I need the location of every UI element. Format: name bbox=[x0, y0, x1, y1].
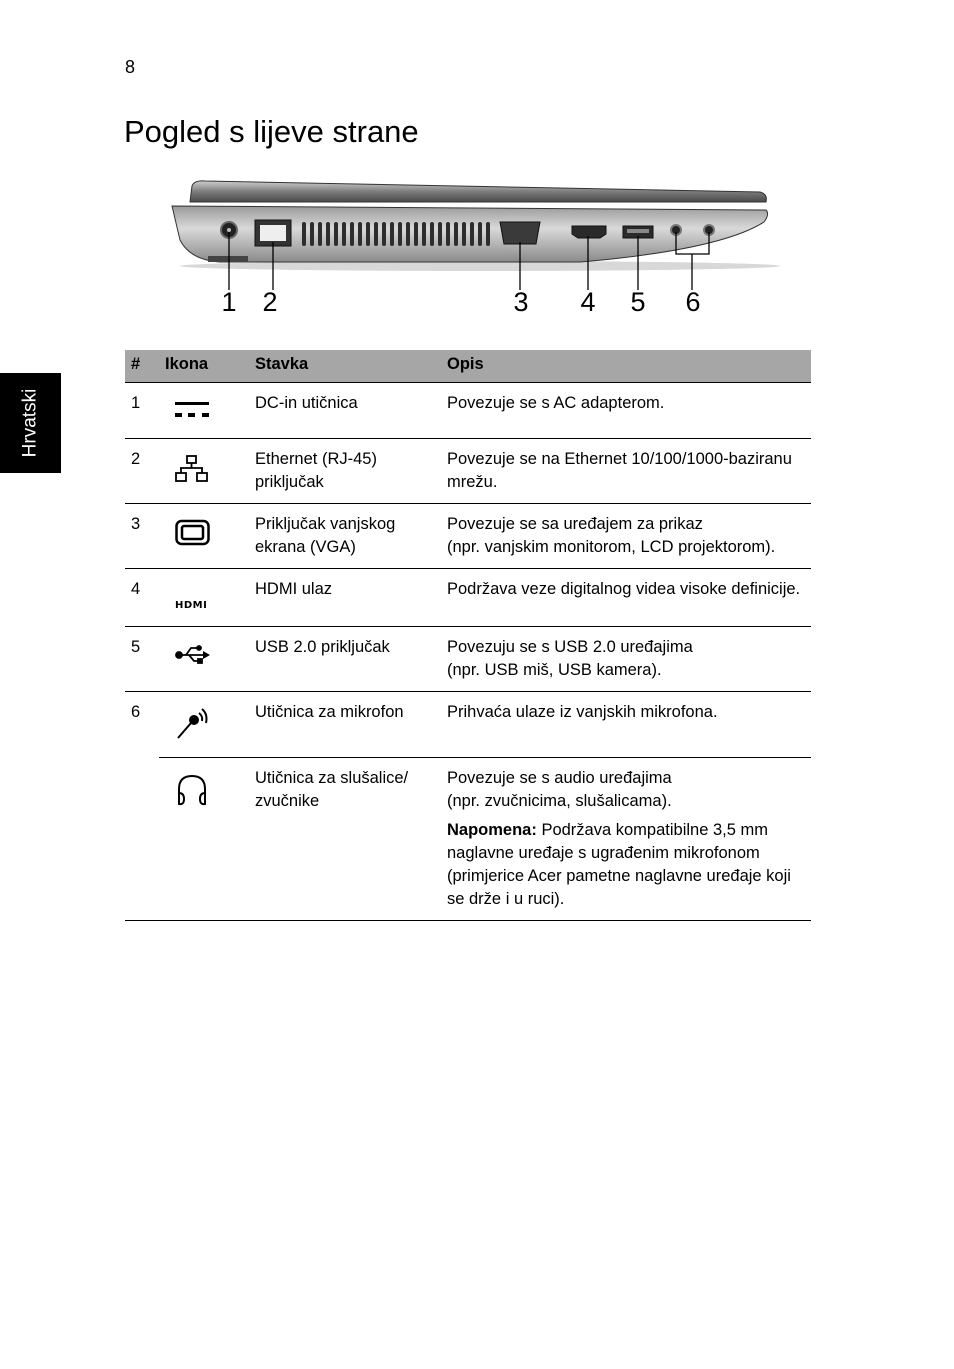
header-num: # bbox=[125, 350, 159, 383]
row-num: 6 bbox=[131, 703, 141, 721]
callout-5: 5 bbox=[630, 287, 646, 317]
hdmi-icon bbox=[175, 592, 207, 617]
laptop-illustration bbox=[160, 170, 780, 300]
row-desc-example: (npr. USB miš, USB kamera). bbox=[447, 661, 662, 679]
row-desc: Povezuju se s USB 2.0 uređajima bbox=[447, 638, 693, 656]
port-table bbox=[125, 350, 811, 921]
callout-6: 6 bbox=[685, 287, 701, 317]
table-header-row bbox=[125, 350, 811, 383]
row-item: Utičnica za mikrofon bbox=[249, 692, 441, 758]
table-row bbox=[125, 692, 811, 758]
headphones-icon bbox=[175, 773, 209, 814]
note-text: Podržava kompatibilne 3,5 mm naglavne uređaje s ugrađenim mikrofonom (primjerice Acer pametne naglavne uređaje koji se drže i u ruci). bbox=[447, 821, 791, 908]
row-item: Utičnica za slušalice/ zvučnike bbox=[249, 758, 441, 921]
table-row bbox=[125, 627, 811, 692]
row-num: 1 bbox=[125, 383, 159, 439]
row-item: Ethernet (RJ-45) priključak bbox=[249, 439, 441, 504]
side-tab bbox=[0, 373, 61, 473]
row-desc: Povezuje se na Ethernet 10/100/1000-baziranu mrežu. bbox=[441, 439, 811, 504]
row-item: Priključak vanjskog ekrana (VGA) bbox=[249, 504, 441, 569]
row-num: 4 bbox=[125, 569, 159, 627]
table-row bbox=[125, 383, 811, 439]
hdmi-icon-text: HDMI bbox=[175, 600, 208, 611]
vga-icon bbox=[175, 519, 211, 554]
header-icon: Ikona bbox=[159, 350, 249, 383]
row-item: HDMI ulaz bbox=[249, 569, 441, 627]
callout-3: 3 bbox=[513, 287, 529, 317]
row-desc-example: (npr. zvučnicima, slušalicama). bbox=[447, 792, 672, 810]
table-row bbox=[125, 758, 811, 921]
row-num: 3 bbox=[125, 504, 159, 569]
row-desc-example: (npr. vanjskim monitorom, LCD projektorom). bbox=[447, 538, 776, 556]
usb-icon bbox=[175, 644, 211, 671]
row-num: 2 bbox=[125, 439, 159, 504]
callout-2: 2 bbox=[262, 287, 278, 317]
table-row bbox=[125, 569, 811, 627]
row-desc: Povezuje se sa uređajem za prikaz bbox=[447, 515, 703, 533]
page-title: Pogled s lijeve strane bbox=[124, 114, 419, 149]
table-row bbox=[125, 504, 811, 569]
row-desc: Povezuje se s audio uređajima bbox=[447, 769, 672, 787]
callout-1: 1 bbox=[221, 287, 237, 317]
ethernet-icon bbox=[175, 454, 209, 491]
header-desc: Opis bbox=[441, 350, 811, 383]
microphone-icon bbox=[175, 707, 211, 748]
row-num bbox=[125, 758, 159, 921]
side-tab-label: Hrvatski bbox=[19, 388, 41, 458]
note-label: Napomena: bbox=[447, 821, 537, 839]
row-item: DC-in utičnica bbox=[249, 383, 441, 439]
table-row bbox=[125, 439, 811, 504]
dc-in-icon bbox=[175, 398, 211, 429]
callout-4: 4 bbox=[580, 287, 596, 317]
row-num: 5 bbox=[125, 627, 159, 692]
row-desc: Prihvaća ulaze iz vanjskih mikrofona. bbox=[441, 692, 811, 758]
row-desc: Povezuje se s AC adapterom. bbox=[441, 383, 811, 439]
page-number: 8 bbox=[125, 57, 136, 77]
row-note bbox=[447, 819, 805, 911]
header-item: Stavka bbox=[249, 350, 441, 383]
row-desc: Podržava veze digitalnog videa visoke definicije. bbox=[441, 569, 811, 627]
row-item: USB 2.0 priključak bbox=[249, 627, 441, 692]
